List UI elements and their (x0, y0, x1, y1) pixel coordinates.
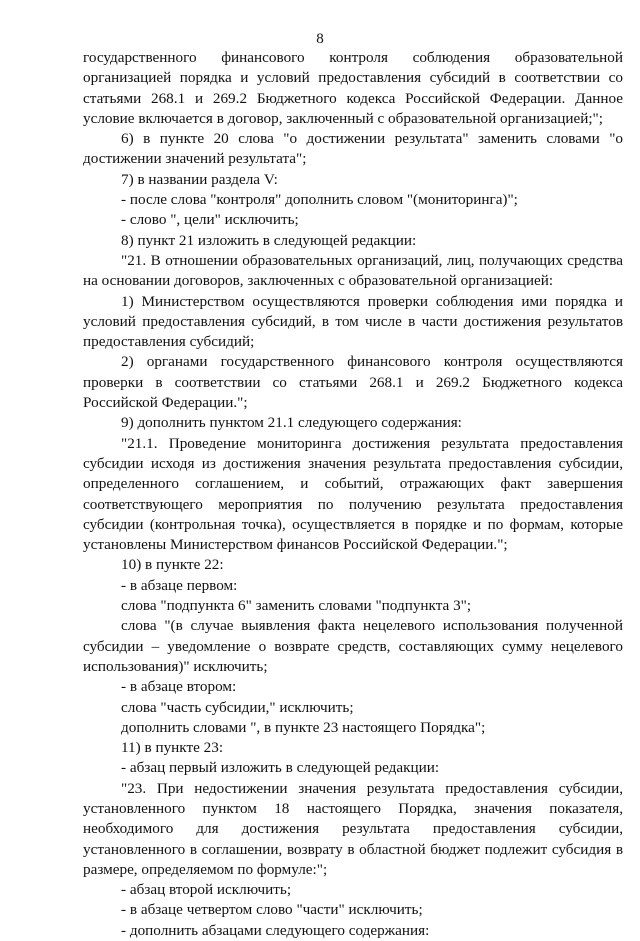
paragraph: слова "часть субсидии," исключить; (121, 698, 354, 716)
paragraph: - в абзаце первом: (121, 576, 238, 594)
paragraph: слова "подпункта 6" заменить словами "подпункта 3"; (121, 597, 472, 615)
paragraph: 1) Министерством осуществляются проверки соблюдения ими порядка и условий предоставления субсидий, в том числе в части достижения результатов предоставления субсидий; (83, 292, 623, 351)
document-body (83, 48, 623, 941)
paragraph: 8) пункт 21 изложить в следующей редакции: (121, 231, 417, 249)
paragraph: 2) органами государственного финансового контроля осуществляются проверки в соответствии со статьями 268.1 и 269.2 Бюджетного кодекса Российской Федерации."; (83, 353, 623, 412)
paragraph: 11) в пункте 23: (121, 739, 224, 757)
paragraph: государственного финансового контроля соблюдения образовательной организацией порядка и условий предоставления субсидий в соответствии со статьями 268.1 и 269.2 Бюджетного кодекса Российской Федерации. Данное условие включается в договор, заключенный с образовательной организацией;"; (83, 49, 623, 127)
paragraph: - абзац второй исключить; (121, 881, 292, 899)
paragraph: - в абзаце втором: (121, 678, 237, 696)
paragraph: "21. В отношении образовательных организаций, лиц, получающих средства на основании договоров, заключенных с образовательной организацией: (83, 251, 623, 290)
paragraph: - слово ", цели" исключить; (121, 211, 299, 229)
paragraph: "23. При недостижении значения результата предоставления субсидии, установленного пунктом 18 настоящего Порядка, значения показателя, необходимого для достижения результата предоставления субсидии, установленного в соглашении, возврату в областной бюджет подлежит субсидия в размере, определяемом по формуле:"; (83, 779, 623, 878)
paragraph: - абзац первый изложить в следующей редакции: (121, 759, 440, 777)
paragraph: дополнить словами ", в пункте 23 настоящего Порядка"; (121, 718, 486, 736)
paragraph: - в абзаце четвертом слово "части" исключить; (121, 901, 423, 919)
paragraph: - дополнить абзацами следующего содержания: (121, 921, 430, 939)
paragraph: 6) в пункте 20 слова "о достижении результата" заменить словами "о достижении значений результата"; (83, 130, 623, 168)
paragraph: слова "(в случае выявления факта нецелевого использования полученной субсидии – уведомление о возврате средств, составляющих сумму нецелевого использования)" исключить; (83, 617, 623, 675)
page-number: 8 (316, 31, 324, 47)
paragraph: 7) в названии раздела V: (121, 170, 278, 188)
paragraph: 9) дополнить пунктом 21.1 следующего содержания: (121, 414, 462, 432)
paragraph: - после слова "контроля" дополнить словом "(мониторинга)"; (121, 191, 518, 209)
paragraph: "21.1. Проведение мониторинга достижения результата предоставления субсидии исходя из достижения значения результата предоставления субсидии, определенного соглашением, и событий, отражающих факт завершения соответствующего мероприятия по получению результата предоставления субсидии (контрольная точка), осуществляется в порядке и по формам, которые установлены Министерством финансов Российской Федерации."; (83, 434, 623, 554)
paragraph: 10) в пункте 22: (121, 556, 224, 574)
